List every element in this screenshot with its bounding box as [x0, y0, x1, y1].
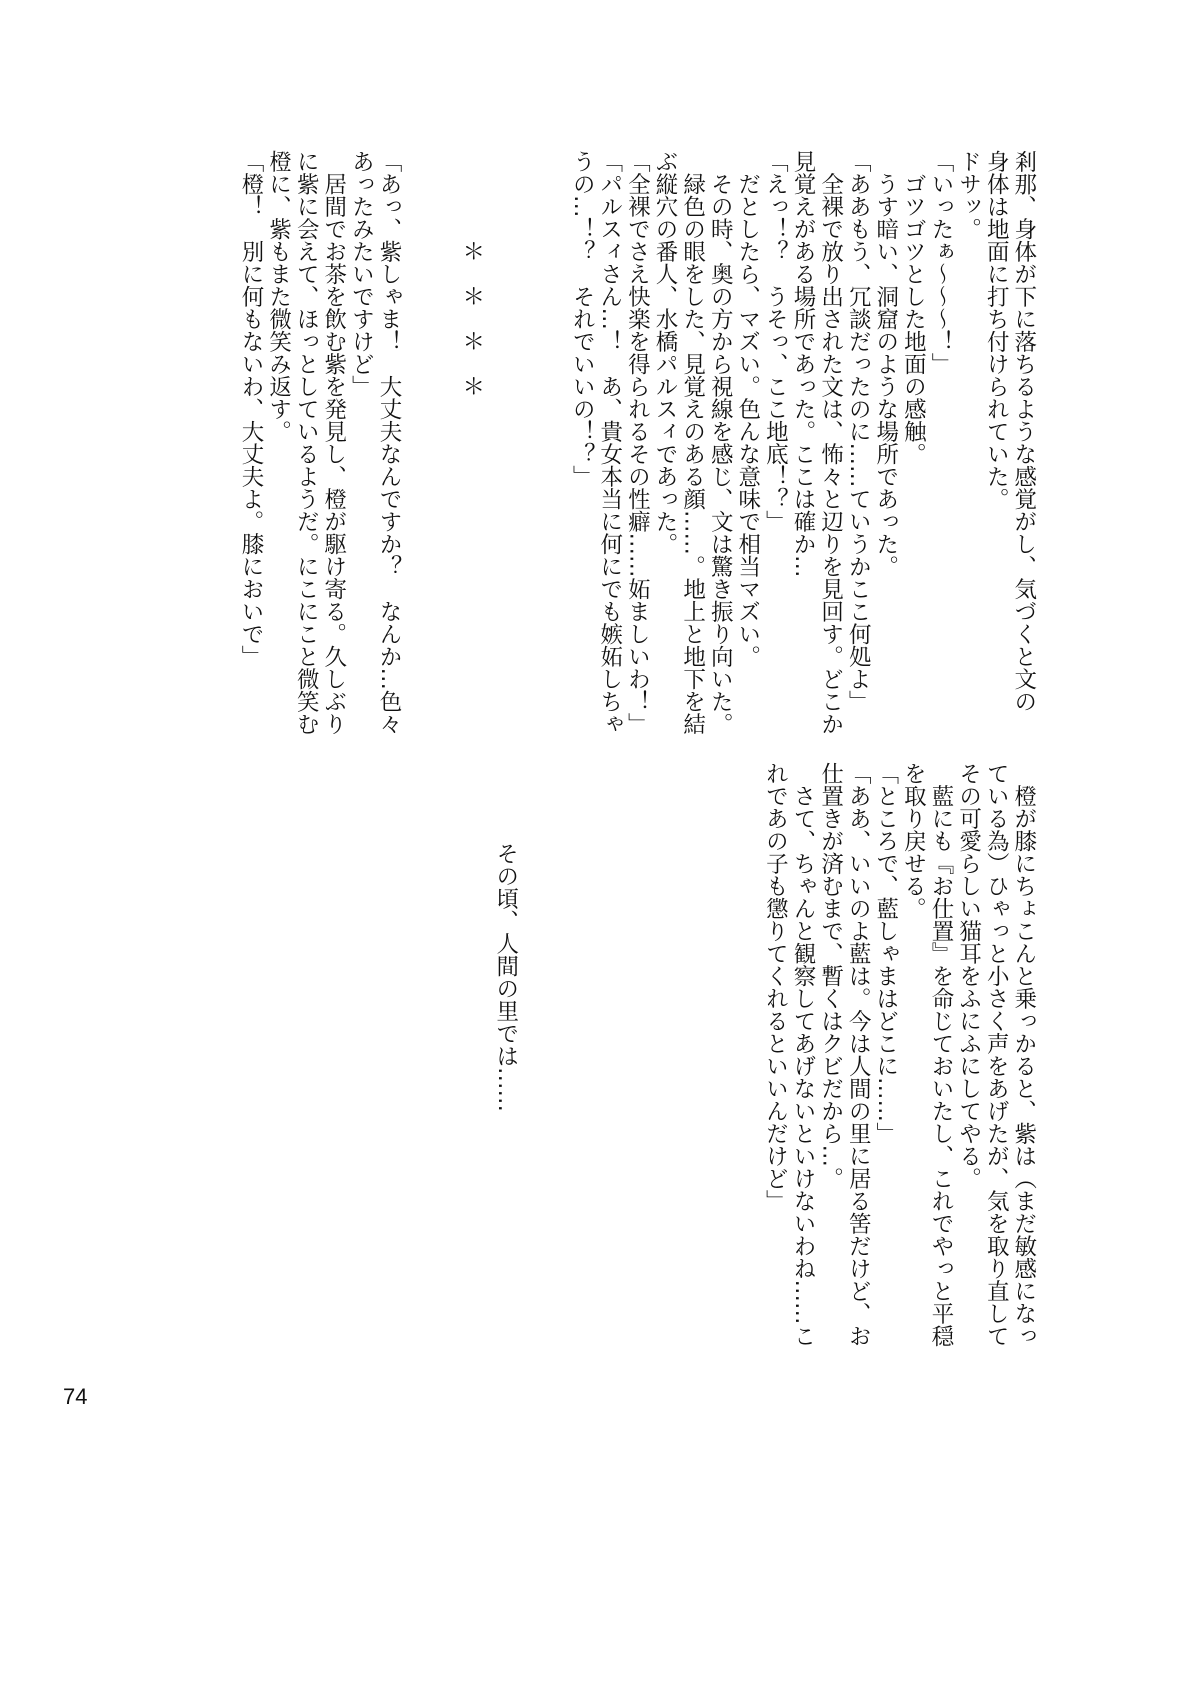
- text-line: あったみたいですけど」: [348, 150, 375, 398]
- text-line: ている為）ひゃっと小さく声をあげたが、気を取り直して: [983, 762, 1010, 1347]
- text-line: 居間でお茶を飲む紫を発見し、橙が駆け寄る。久しぶり: [320, 150, 347, 735]
- text-line: 剎那、身体が下に落ちるような感覚がし、気づくと文の: [1010, 150, 1037, 713]
- text-line: その時、奥の方から視線を感じ、文は驚き振り向いた。: [707, 150, 734, 735]
- text-line: 「橙！ 別に何もないわ、大丈夫よ。膝においで」: [237, 150, 264, 668]
- text-line: 「えっ！？ うそっ、ここ地底！？」: [762, 150, 789, 533]
- text-line: その可愛らしい猫耳をふにふにしてやる。: [955, 762, 982, 1190]
- text-line: 「ああ、いいのよ藍は。今は人間の里に居る筈だけど、お: [845, 762, 872, 1347]
- text-line: ゴツゴツとした地面の感触。: [900, 150, 927, 465]
- text-line: 「ところで、藍しゃまはどこに……」: [872, 762, 899, 1145]
- scene-transition-note: その頃、人間の里では……: [492, 842, 519, 1112]
- text-line: 橙に、紫もまた微笑み返す。: [265, 150, 292, 443]
- text-line: 「パルスィさん…！ あ、貴女本当に何にでも嫉妬しちゃ: [596, 150, 623, 735]
- text-line: 「いったぁ～～～！」: [927, 150, 954, 375]
- text-line: うの…！？ それでいいの！？」: [569, 150, 596, 488]
- text-line: 見覚えがある場所であった。ここは確か…: [789, 150, 816, 578]
- page-number: 74: [63, 1384, 88, 1409]
- text-line: 身体は地面に打ち付けられていた。: [983, 150, 1010, 510]
- text-line: に紫に会えて、ほっとしているようだ。にこにこと微笑む: [293, 150, 320, 735]
- text-line: れであの子も懲りてくれるといいんだけど」: [762, 762, 789, 1212]
- text-line: 「全裸でさえ快楽を得られるその性癖……妬ましいわ！」: [624, 150, 651, 735]
- text-line: 「ああもう、冗談だったのに……ていうかここ何処よ」: [845, 150, 872, 713]
- text-line: うす暗い、洞窟のような場所であった。: [872, 150, 899, 578]
- text-line: さて、ちゃんと観察してあげないといけないわね……こ: [789, 762, 816, 1347]
- text-line: を取り戻せる。: [900, 762, 927, 920]
- scene-break: ＊ ＊ ＊ ＊: [458, 150, 485, 398]
- text-line: 橙が膝にちょこんと乗っかると、紫は（まだ敏感になっ: [1010, 762, 1037, 1347]
- text-line: 「あっ、紫しゃま！ 大丈夫なんですか？ なんか…色々: [375, 150, 402, 735]
- text-line: 仕置きが済むまで、暫くはクビだから…。: [817, 762, 844, 1190]
- text-line: ぶ縦穴の番人、水橋パルスィであった。: [651, 150, 678, 555]
- text-line: だとしたら、マズい。色んな意味で相当マズい。: [734, 150, 761, 668]
- text-line: 藍にも『お仕置』を命じておいたし、これでやっと平穏: [927, 762, 954, 1347]
- text-line: 緑色の眼をした、見覚えのある顔……。地上と地下を結: [679, 150, 706, 735]
- text-line: ドサッ。: [955, 150, 982, 240]
- text-line: 全裸で放り出された文は、怖々と辺りを見回す。どこか: [817, 150, 844, 735]
